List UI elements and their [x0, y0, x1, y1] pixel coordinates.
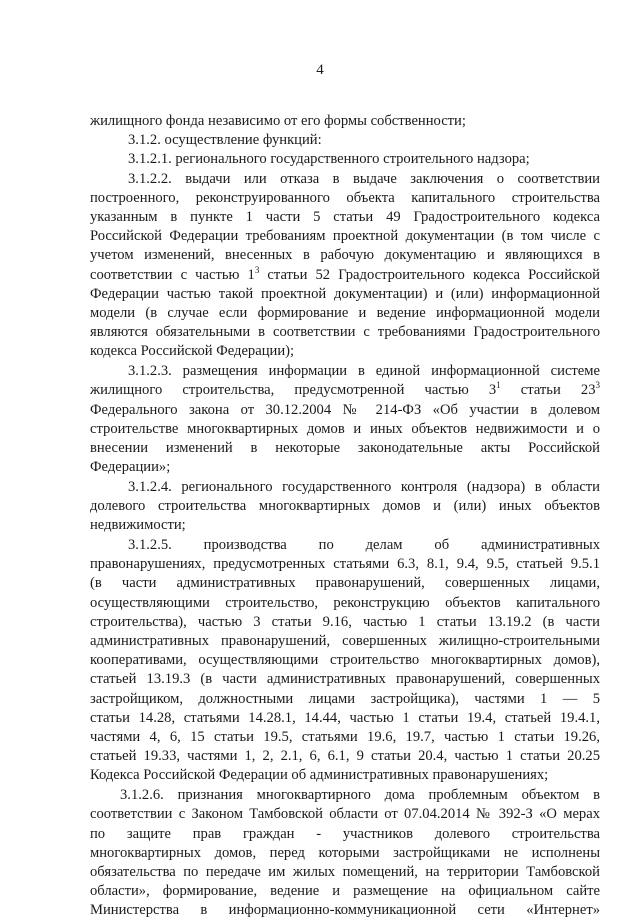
superscript: 3: [595, 380, 600, 391]
text-line: застройщиком, должностными лицами застройщика), частями 1 — 5: [90, 690, 600, 707]
text-line: [90, 381, 600, 400]
text-line: административных правонарушений, совершенных жилищно-строительными: [90, 632, 600, 649]
text-line: внесении изменений в некоторые законодательные акты Российской: [90, 439, 600, 456]
text-line: 3.1.2.6. признания многоквартирного дома проблемным объектом в: [120, 787, 600, 804]
text-line: 3.1.2.3. размещения информации в единой информационной системе: [128, 363, 600, 380]
text-line: 3.1.2.2. выдачи или отказа в выдаче заключения о соответствии: [128, 170, 600, 187]
text-line: области», формирование, ведение и размещение на официальном сайте: [90, 883, 600, 900]
text-line: осуществляющими строительство, реконструкцию объектов капитального: [90, 594, 600, 611]
text-line: Кодекса Российской Федерации об административных правонарушениях;: [90, 767, 549, 784]
text-fragment: статьи 52 Градостроительного кодекса Российской: [259, 266, 600, 283]
text-line: жилищного фонда независимо от его формы собственности;: [90, 113, 466, 129]
text-line: Федерации»;: [90, 459, 171, 476]
superscript: 1: [496, 380, 501, 391]
text-line: (в части административных правонарушений, совершенных лицами,: [90, 575, 600, 592]
page-number: 4: [316, 62, 324, 78]
superscript: 3: [254, 264, 260, 275]
text-line: модели (в случае если формирование и ведение информационной модели: [90, 305, 600, 322]
text-line: многоквартирных домов, перед которыми застройщиками не исполнены: [90, 844, 600, 861]
text-line: Федерального закона от 30.12.2004 № 214-ФЗ «Об участии в долевом: [90, 401, 600, 418]
text-line: построенного, реконструированного объекта капитального строительства: [90, 189, 600, 206]
text-line: 3.1.2.4. регионального государственного контроля (надзора) в области: [128, 478, 600, 495]
text-line: кооперативами, осуществляющими строительство многоквартирных домов),: [90, 652, 600, 669]
text-fragment: статьи 23: [500, 382, 596, 399]
text-line: строительства), частью 3 статьи 9.16, частью 1 статьи 13.19.2 (в части: [90, 613, 600, 630]
text-line: по защите прав граждан - участников долевого строительства: [90, 825, 600, 842]
text-line: правонарушениях, предусмотренных статьями 6.3, 8.1, 9.4, 9.5, статьей 9.5.1: [90, 556, 600, 573]
document-body: [90, 112, 600, 921]
text-line: Российской Федерации требованиям проектной документации (в том числе с: [90, 228, 600, 245]
text-line: кодекса Российской Федерации);: [90, 343, 295, 360]
text-line: статьей 13.19.3 (в части административных правонарушений, совершенных: [90, 671, 600, 688]
text-line: частями 4, 6, 15 статьи 19.5, статьями 19.6, 19.7, частью 1 статьи 19.26,: [90, 729, 600, 745]
text-line: Федерации частью такой проектной документации) и (или) информационной: [90, 285, 600, 302]
text-line: статьей 19.33, частями 1, 2, 2.1, 6, 6.1, 9 статьи 20.4, частью 1 статьи 20.25: [90, 748, 600, 765]
text-line: 3.1.2.5. производства по делам об административных: [128, 536, 600, 553]
text-line: строительстве многоквартирных домов и иных объектов недвижимости и о: [90, 420, 600, 437]
text-line: учетом изменений, внесенных в рабочую документацию и являющихся в: [90, 247, 600, 264]
text-line: 3.1.2. осуществление функций:: [128, 132, 322, 149]
text-line: 3.1.2.1. регионального государственного строительного надзора;: [128, 151, 530, 168]
text-line: обязательства по передаче им жилых помещений, на территории Тамбовской: [90, 863, 600, 880]
text-line: [90, 266, 600, 285]
text-line: недвижимости;: [90, 517, 186, 534]
text-fragment: жилищного строительства, предусмотренной частью 3: [90, 382, 497, 399]
text-line: являются обязательными в соответствии с требованиями Градостроительного: [90, 324, 600, 341]
text-line: указанным в пункте 1 части 5 статьи 49 Градостроительного кодекса: [90, 209, 600, 226]
text-line: статьи 14.28, статьями 14.28.1, 14.44, частью 1 статьи 19.4, статьей 19.4.1,: [90, 709, 600, 726]
text-fragment: соответствии с частью 1: [90, 266, 255, 283]
text-line: Министерства в информационно-коммуникационной сети «Интернет»: [90, 902, 600, 919]
text-line: долевого строительства многоквартирных домов и (или) иных объектов: [90, 498, 600, 515]
text-line: соответствии с Законом Тамбовской области от 07.04.2014 № 392-З «О мерах: [90, 806, 600, 823]
